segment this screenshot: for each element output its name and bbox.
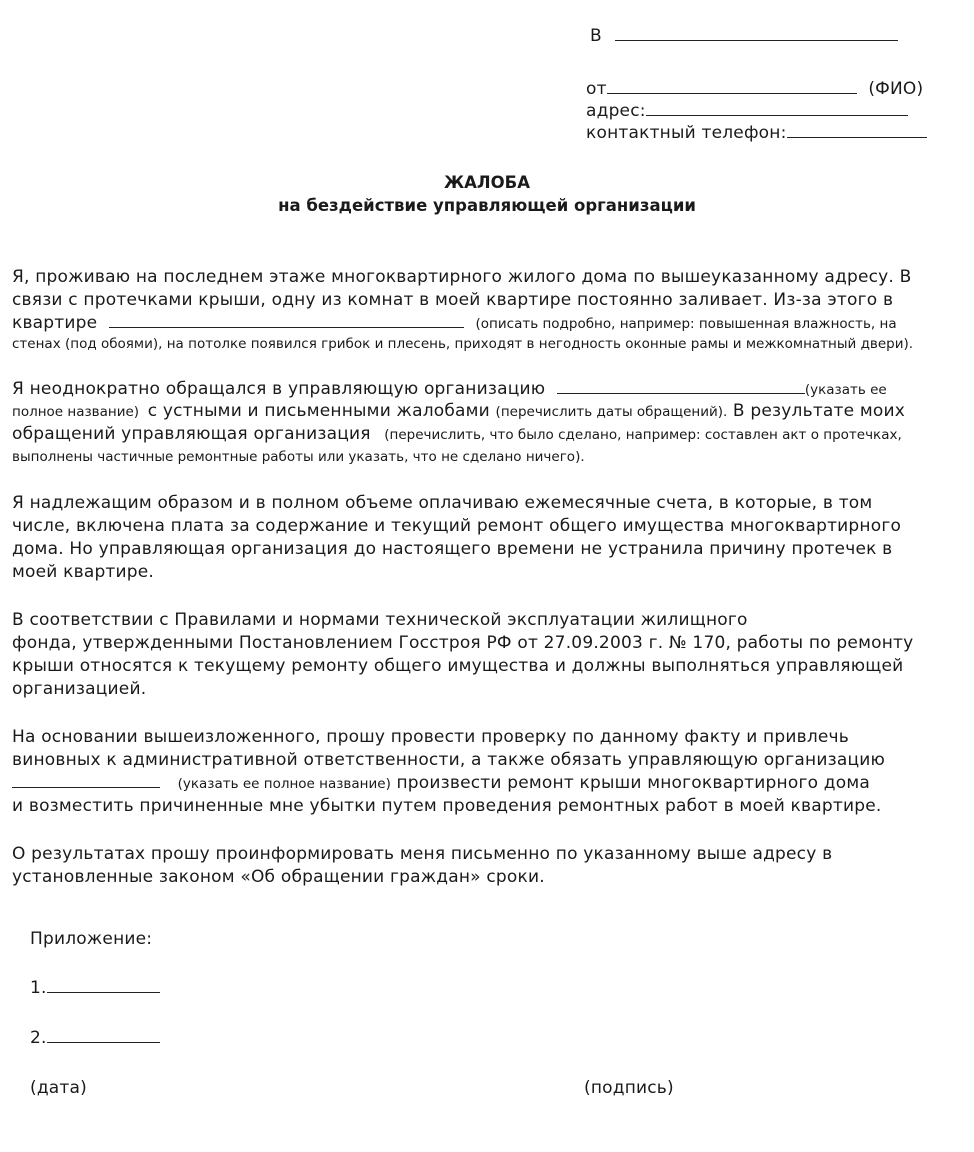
attachments-label: Приложение: (30, 929, 153, 949)
p3-line-1: Я надлежащим образом и в полном объеме оплачиваю ежемесячные счета, в которые, в том (12, 493, 873, 513)
sender-name-blank (607, 78, 857, 94)
p2-hint-continued: выполнены частичные ремонтные работы или указать, что не сделано ничего). (12, 449, 585, 465)
p5-organization-blank (12, 772, 160, 788)
p2-line-2-text: с устными и письменными жалобами (147, 401, 490, 421)
p2-organization-blank (557, 378, 805, 394)
p2-line-1 (12, 378, 887, 401)
p2-hint-2: полное название) (12, 404, 140, 420)
p3-line-2: числе, включена плата за содержание и текущий ремонт общего имущества многоквартирного (12, 516, 902, 536)
sender-prefix: от (586, 79, 607, 99)
p1-line-1: Я, проживаю на последнем этаже многоквартирного жилого дома по вышеуказанному адресу. В (12, 267, 912, 287)
attachment-blank-2 (47, 1027, 160, 1043)
p3-line-3: дома. Но управляющая организация до настоящего времени не устранила причину протечек в (12, 539, 893, 559)
p6-line-1: О результатах прошу проинформировать меня письменно по указанному выше адресу в (12, 844, 833, 864)
phone-line (586, 122, 927, 144)
recipient-prefix: В (590, 26, 602, 46)
p2-line-1-text: Я неоднократно обращался в управляющую организацию (12, 379, 546, 399)
phone-label: контактный телефон: (586, 123, 787, 143)
p5-line-4: и возместить причиненные мне убытки путем проведения ремонтных работ в моей квартире. (12, 796, 882, 816)
p6-line-2: установленные законом «Об обращении граждан» сроки. (12, 867, 545, 887)
p2-hint-4: (перечислить, что было сделано, например: составлен акт о протечках, (384, 427, 902, 443)
document-title: ЖАЛОБА (443, 173, 531, 192)
attachment-blank-1 (47, 977, 160, 993)
p1-line-2: связи с протечками крыши, одну из комнат в моей квартире постоянно заливает. Из-за этого в (12, 290, 894, 310)
p5-line-2: виновных к административной ответственности, а также обязать управляющую организацию (12, 750, 885, 770)
p2-line-2 (12, 400, 905, 423)
signature-label: (подпись) (584, 1078, 674, 1098)
address-label: адрес: (586, 101, 646, 121)
recipient-blank (615, 25, 898, 41)
p5-line-3 (12, 772, 870, 795)
p5-line-3-text: произвести ремонт крыши многоквартирного дома (396, 773, 870, 793)
p2-line-2-end: В результате моих (732, 401, 906, 421)
p1-hint-continued: стенах (под обоями), на потолке появился грибок и плесень, приходят в негодность оконные рамы и межкомнатный двери). (12, 336, 914, 352)
fio-label: (ФИО) (868, 79, 924, 99)
p2-line-3 (12, 423, 902, 446)
p1-line-3-text: квартире (12, 313, 98, 333)
p2-line-3-text: обращений управляющая организация (12, 424, 371, 444)
p4-line-3: крыши относятся к текущему ремонту общего имущества и должны выполняться управляющей (12, 656, 904, 676)
address-line (586, 100, 908, 122)
attachment-item-1 (30, 977, 160, 999)
p1-line-3 (12, 312, 897, 335)
date-label: (дата) (30, 1078, 87, 1098)
p5-line-1: На основании вышеизложенного, прошу провести проверку по данному факту и привлечь (12, 727, 850, 747)
attachment-item-2 (30, 1027, 160, 1049)
p5-hint: (указать ее полное название) (177, 776, 391, 792)
address-blank (646, 100, 908, 116)
document-subtitle: на бездействие управляющей организации (278, 196, 696, 215)
p2-hint-1: (указать ее (804, 382, 887, 398)
p4-line-2: фонда, утвержденными Постановлением Госстроя РФ от 27.09.2003 г. № 170, работы по ремонту (12, 633, 914, 653)
attachment-number-1: 1. (30, 978, 47, 998)
p1-description-blank (109, 312, 464, 328)
sender-line (586, 78, 923, 100)
p1-hint: (описать подробно, например: повышенная влажность, на (475, 316, 897, 332)
recipient-line (590, 25, 898, 47)
phone-blank (787, 122, 927, 138)
p4-line-4: организацией. (12, 679, 147, 699)
attachment-number-2: 2. (30, 1028, 47, 1048)
p3-line-4: моей квартире. (12, 562, 155, 582)
p4-line-1: В соответствии с Правилами и нормами технической эксплуатации жилищного (12, 610, 748, 630)
p2-hint-3: (перечислить даты обращений). (495, 404, 728, 420)
